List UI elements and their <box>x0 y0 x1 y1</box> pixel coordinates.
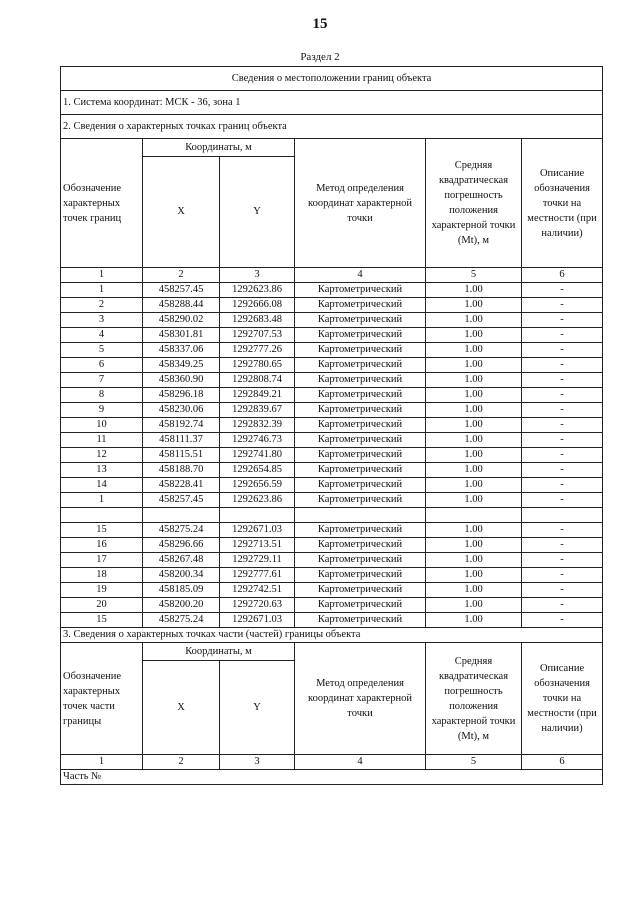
boundary-table <box>60 66 603 785</box>
coord-x: 458360.90 <box>143 373 220 388</box>
description: - <box>522 328 603 343</box>
point-id: 1 <box>61 283 143 298</box>
header-coords: Координаты, м <box>143 139 295 157</box>
boundary-sheet <box>60 66 602 785</box>
coord-y: 1292623.86 <box>220 283 295 298</box>
header-method: Метод определения координат характерной точки <box>295 139 426 268</box>
parts-header-description: Описание обозначения точки на местности (при наличии) <box>522 643 603 755</box>
coord-x: 458230.06 <box>143 403 220 418</box>
table-row <box>61 508 603 523</box>
coord-y: 1292777.61 <box>220 568 295 583</box>
table-row <box>61 418 603 433</box>
coord-x: 458257.45 <box>143 283 220 298</box>
coord-y: 1292780.65 <box>220 358 295 373</box>
description <box>522 508 603 523</box>
col-number: 3 <box>220 268 295 283</box>
method: Картометрический <box>295 613 426 628</box>
method: Картометрический <box>295 298 426 313</box>
coord-system: 1. Система координат: МСК - 36, зона 1 <box>61 91 603 115</box>
accuracy: 1.00 <box>426 568 522 583</box>
point-id: 11 <box>61 433 143 448</box>
part-label: Часть № <box>61 770 603 785</box>
point-id: 8 <box>61 388 143 403</box>
accuracy: 1.00 <box>426 553 522 568</box>
parts-section-title: 3. Сведения о характерных точках части (частей) границы объекта <box>61 628 603 643</box>
point-id: 15 <box>61 523 143 538</box>
coord-y: 1292741.80 <box>220 448 295 463</box>
parts-header-x: X <box>143 661 220 755</box>
description: - <box>522 538 603 553</box>
table-row <box>61 598 603 613</box>
description: - <box>522 553 603 568</box>
method: Картометрический <box>295 328 426 343</box>
coord-y: 1292713.51 <box>220 538 295 553</box>
section-label: Раздел 2 <box>300 51 340 63</box>
description: - <box>522 373 603 388</box>
description: - <box>522 583 603 598</box>
description: - <box>522 418 603 433</box>
method: Картометрический <box>295 523 426 538</box>
coord-x: 458115.51 <box>143 448 220 463</box>
point-id: 17 <box>61 553 143 568</box>
accuracy: 1.00 <box>426 313 522 328</box>
col-number: 3 <box>220 755 295 770</box>
table-row <box>61 463 603 478</box>
parts-column-numbers-row <box>61 755 603 770</box>
method: Картометрический <box>295 283 426 298</box>
coord-y: 1292656.59 <box>220 478 295 493</box>
method: Картометрический <box>295 343 426 358</box>
method: Картометрический <box>295 598 426 613</box>
coord-y: 1292720.63 <box>220 598 295 613</box>
point-id: 5 <box>61 343 143 358</box>
coord-y: 1292671.03 <box>220 523 295 538</box>
method: Картометрический <box>295 313 426 328</box>
accuracy <box>426 508 522 523</box>
coord-y: 1292666.08 <box>220 298 295 313</box>
description: - <box>522 283 603 298</box>
table-row <box>61 568 603 583</box>
parts-header-accuracy: Средняя квадратическая погрешность положения характерной точки (Mt), м <box>426 643 522 755</box>
col-number: 4 <box>295 755 426 770</box>
col-number: 2 <box>143 755 220 770</box>
description: - <box>522 433 603 448</box>
point-id: 20 <box>61 598 143 613</box>
header-x: X <box>143 157 220 268</box>
table-row <box>61 613 603 628</box>
table-row <box>61 388 603 403</box>
coord-x: 458275.24 <box>143 523 220 538</box>
coord-x: 458301.81 <box>143 328 220 343</box>
table-row <box>61 358 603 373</box>
col-number: 2 <box>143 268 220 283</box>
table-row <box>61 448 603 463</box>
coord-y: 1292729.11 <box>220 553 295 568</box>
point-id: 12 <box>61 448 143 463</box>
point-id: 3 <box>61 313 143 328</box>
coord-y: 1292746.73 <box>220 433 295 448</box>
table-row <box>61 553 603 568</box>
point-id: 13 <box>61 463 143 478</box>
point-id: 10 <box>61 418 143 433</box>
description: - <box>522 448 603 463</box>
method: Картометрический <box>295 448 426 463</box>
coord-x: 458296.18 <box>143 388 220 403</box>
point-id: 1 <box>61 493 143 508</box>
parts-header-coords: Координаты, м <box>143 643 295 661</box>
col-number: 5 <box>426 268 522 283</box>
table-row <box>61 583 603 598</box>
accuracy: 1.00 <box>426 418 522 433</box>
coord-x: 458111.37 <box>143 433 220 448</box>
point-id: 2 <box>61 298 143 313</box>
table-row <box>61 313 603 328</box>
accuracy: 1.00 <box>426 583 522 598</box>
description: - <box>522 493 603 508</box>
header-description: Описание обозначения точки на местности (при наличии) <box>522 139 603 268</box>
coord-x: 458288.44 <box>143 298 220 313</box>
method: Картометрический <box>295 538 426 553</box>
header-point: Обозначение характерных точек границ <box>61 139 143 268</box>
coord-x <box>143 508 220 523</box>
col-number: 1 <box>61 268 143 283</box>
description: - <box>522 298 603 313</box>
coord-y: 1292671.03 <box>220 613 295 628</box>
coord-y: 1292707.53 <box>220 328 295 343</box>
header-y: Y <box>220 157 295 268</box>
points-section-title: 2. Сведения о характерных точках границ объекта <box>61 115 603 139</box>
coord-y <box>220 508 295 523</box>
accuracy: 1.00 <box>426 328 522 343</box>
point-id: 15 <box>61 613 143 628</box>
method <box>295 508 426 523</box>
col-number: 6 <box>522 755 603 770</box>
coord-y: 1292832.39 <box>220 418 295 433</box>
coord-y: 1292808.74 <box>220 373 295 388</box>
coord-x: 458296.66 <box>143 538 220 553</box>
page-number: 15 <box>312 16 328 32</box>
table-row <box>61 343 603 358</box>
coord-y: 1292683.48 <box>220 313 295 328</box>
coord-x: 458290.02 <box>143 313 220 328</box>
point-id: 7 <box>61 373 143 388</box>
coord-x: 458200.20 <box>143 598 220 613</box>
coord-x: 458267.48 <box>143 553 220 568</box>
accuracy: 1.00 <box>426 613 522 628</box>
method: Картометрический <box>295 478 426 493</box>
coord-x: 458275.24 <box>143 613 220 628</box>
col-number: 1 <box>61 755 143 770</box>
method: Картометрический <box>295 418 426 433</box>
description: - <box>522 313 603 328</box>
coord-x: 458192.74 <box>143 418 220 433</box>
point-id: 4 <box>61 328 143 343</box>
description: - <box>522 568 603 583</box>
coord-y: 1292742.51 <box>220 583 295 598</box>
coord-y: 1292849.21 <box>220 388 295 403</box>
table-row <box>61 373 603 388</box>
coord-x: 458228.41 <box>143 478 220 493</box>
point-id: 14 <box>61 478 143 493</box>
table-row <box>61 283 603 298</box>
description: - <box>522 523 603 538</box>
coord-x: 458349.25 <box>143 358 220 373</box>
description: - <box>522 358 603 373</box>
accuracy: 1.00 <box>426 538 522 553</box>
description: - <box>522 388 603 403</box>
table-row <box>61 538 603 553</box>
accuracy: 1.00 <box>426 403 522 418</box>
coord-y: 1292839.67 <box>220 403 295 418</box>
table-row <box>61 298 603 313</box>
method: Картометрический <box>295 463 426 478</box>
description: - <box>522 478 603 493</box>
coord-x: 458200.34 <box>143 568 220 583</box>
accuracy: 1.00 <box>426 283 522 298</box>
coord-y: 1292654.85 <box>220 463 295 478</box>
coord-x: 458185.09 <box>143 583 220 598</box>
col-number: 4 <box>295 268 426 283</box>
accuracy: 1.00 <box>426 478 522 493</box>
coord-x: 458188.70 <box>143 463 220 478</box>
table-row <box>61 493 603 508</box>
accuracy: 1.00 <box>426 448 522 463</box>
accuracy: 1.00 <box>426 388 522 403</box>
parts-header-point: Обозначение характерных точек части границы <box>61 643 143 755</box>
table-row <box>61 478 603 493</box>
point-id <box>61 508 143 523</box>
parts-header-y: Y <box>220 661 295 755</box>
accuracy: 1.00 <box>426 298 522 313</box>
point-id: 6 <box>61 358 143 373</box>
table-title: Сведения о местоположении границ объекта <box>61 67 603 91</box>
table-row <box>61 523 603 538</box>
method: Картометрический <box>295 433 426 448</box>
column-numbers-row <box>61 268 603 283</box>
method: Картометрический <box>295 373 426 388</box>
header-accuracy: Средняя квадратическая погрешность положения характерной точки (Mt), м <box>426 139 522 268</box>
accuracy: 1.00 <box>426 523 522 538</box>
coord-y: 1292623.86 <box>220 493 295 508</box>
accuracy: 1.00 <box>426 598 522 613</box>
point-id: 16 <box>61 538 143 553</box>
accuracy: 1.00 <box>426 358 522 373</box>
point-id: 18 <box>61 568 143 583</box>
method: Картометрический <box>295 403 426 418</box>
accuracy: 1.00 <box>426 343 522 358</box>
description: - <box>522 613 603 628</box>
description: - <box>522 463 603 478</box>
table-row <box>61 433 603 448</box>
coord-x: 458257.45 <box>143 493 220 508</box>
description: - <box>522 598 603 613</box>
description: - <box>522 343 603 358</box>
method: Картометрический <box>295 568 426 583</box>
table-row <box>61 403 603 418</box>
accuracy: 1.00 <box>426 433 522 448</box>
method: Картометрический <box>295 553 426 568</box>
col-number: 6 <box>522 268 603 283</box>
accuracy: 1.00 <box>426 373 522 388</box>
accuracy: 1.00 <box>426 493 522 508</box>
accuracy: 1.00 <box>426 463 522 478</box>
col-number: 5 <box>426 755 522 770</box>
method: Картометрический <box>295 583 426 598</box>
method: Картометрический <box>295 493 426 508</box>
parts-header-method: Метод определения координат характерной точки <box>295 643 426 755</box>
point-id: 9 <box>61 403 143 418</box>
point-id: 19 <box>61 583 143 598</box>
description: - <box>522 403 603 418</box>
coord-x: 458337.06 <box>143 343 220 358</box>
method: Картометрический <box>295 388 426 403</box>
table-row <box>61 328 603 343</box>
coord-y: 1292777.26 <box>220 343 295 358</box>
method: Картометрический <box>295 358 426 373</box>
